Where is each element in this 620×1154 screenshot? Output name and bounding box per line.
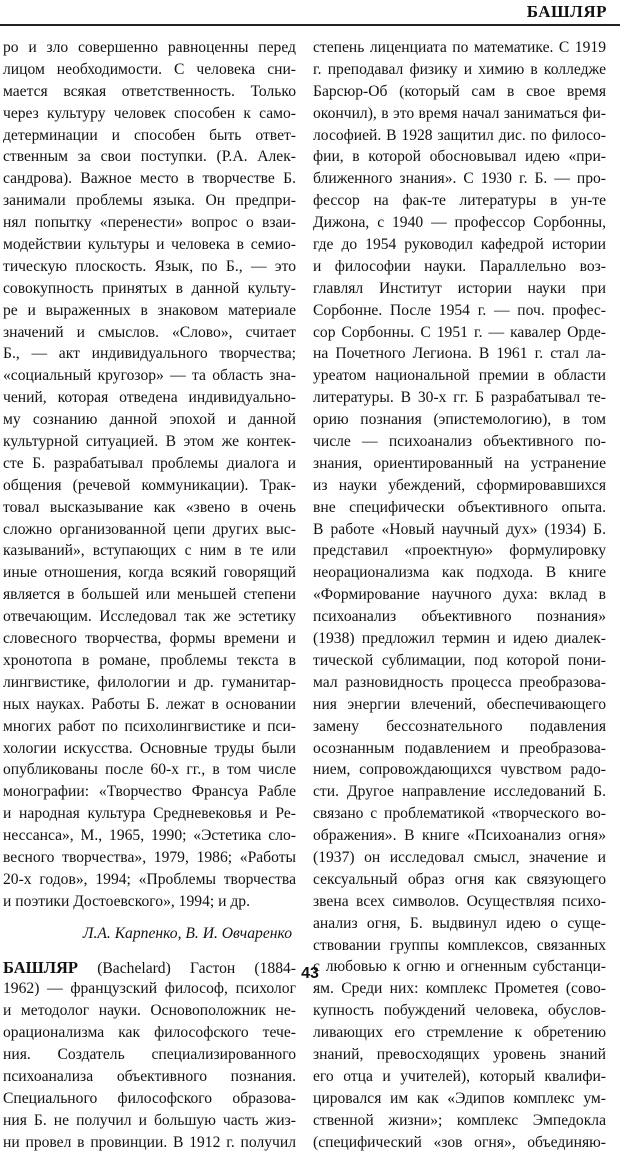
- text-line: сте Б. разрабатывал проблемы диалога и: [3, 454, 296, 472]
- text-line: мал разновидность процесса преобразова-: [313, 673, 606, 691]
- text-line: сложно организованной цепи других выс-: [3, 520, 296, 538]
- text-line: сандрова). Важное место в творчестве Б.: [3, 170, 296, 188]
- text-line: где до 1954 руководил кафедрой истории: [313, 236, 606, 254]
- text-line: Барсюр-Об (который сам в свое время: [313, 82, 606, 100]
- text-line: и методолог науки. Основоположник не-: [3, 1002, 296, 1020]
- text-line: товал высказывание как «звено в очень: [3, 498, 296, 516]
- text-line: 20-х годов», 1994; «Проблемы творчества: [3, 870, 296, 888]
- text-line: сексуальный образ огня как связующего: [313, 870, 606, 888]
- text-line: (специфический «зов огня», объединяю-: [313, 1133, 606, 1151]
- text-line: психоанализа объективного познания.: [3, 1067, 296, 1085]
- text-line: вне специфически объективного опыта.: [313, 498, 606, 516]
- text-line: иные отношения, когда всякий говорящий: [3, 564, 296, 582]
- text-line: монографии: «Творчество Франсуа Рабле: [3, 783, 296, 801]
- text-line: связано с проблематикой «творческого во-: [313, 805, 606, 823]
- text-line: литературы. В 30-х гг. Б разрабатывал те-: [313, 389, 606, 407]
- text-line: ро и зло совершенно равноценны перед: [3, 39, 296, 56]
- text-line: ственной жизни»; комплекс Эмпедокла: [313, 1111, 606, 1129]
- text-line: тическую плоскость. Язык, по Б., — это: [3, 257, 296, 275]
- left-column: [3, 37, 296, 1154]
- text-line: многих работ по психолингвистике и пси-: [3, 717, 296, 735]
- text-line: знаний, превосходящих уровень знаний: [313, 1045, 606, 1063]
- text-line: купность побуждений человека, обуслов-: [313, 1002, 606, 1020]
- text-line: ственным за свои поступки. (Р.А. Алек-: [3, 148, 296, 166]
- text-line: значений и смыслов. «Слово», считает: [3, 323, 296, 341]
- text-line: с любовью к огню и огненным субстанци-: [313, 958, 606, 976]
- text-line: хронотопа в романе, проблемы текста в: [3, 651, 296, 669]
- text-line: занимали проблемы языка. Он предпри-: [3, 192, 296, 210]
- text-line: В работе «Новый научный дух» (1934) Б.: [313, 520, 606, 538]
- text-line: сор Сорбонны. С 1951 г. — кавалер Орде-: [313, 323, 606, 341]
- entry-first-line-rest: (Bachelard) Гастон (1884-: [78, 959, 296, 977]
- text-line: мается всякая ответственность. Только: [3, 82, 296, 100]
- text-line: лицом необходимости. С человека сни-: [3, 60, 296, 78]
- text-line: весного творчества», 1979, 1986; «Работы: [3, 848, 296, 866]
- text-line: уреатом национальной премии в области: [313, 367, 606, 385]
- text-line: на Почетного Легиона. В 1961 г. стал ла-: [313, 345, 606, 363]
- text-line: цировался им как «Эдипов комплекс ум-: [313, 1089, 606, 1107]
- text-line: и народная культура Средневековья и Ре-: [3, 805, 296, 823]
- text-line: казываний», вступающих с ним в те или: [3, 542, 296, 560]
- text-line: «социальный кругозор» — та область зна-: [3, 367, 296, 385]
- text-line: Дижона, с 1940 — профессор Сорбонны,: [313, 214, 606, 232]
- text-line: и философии науки. Параллельно воз-: [313, 257, 606, 275]
- text-line: ближенного знания». С 1930 г. Б. — про-: [313, 170, 606, 188]
- text-line: главлял Институт истории науки при: [313, 279, 606, 297]
- right-column-text: [313, 37, 606, 1153]
- text-line: общения (речевой коммуникации). Трак-: [3, 476, 296, 494]
- text-line: лософией. В 1928 защитил дис. по филосо-: [313, 126, 606, 144]
- text-line: Специального философского образова-: [3, 1089, 296, 1107]
- text-line: через культуру человек способен к само-: [3, 104, 296, 122]
- text-line: совокупность принятых в данной культу-: [3, 279, 296, 297]
- text-line: ям. Среди них: комплекс Прометея (сово-: [313, 980, 606, 998]
- text-line: является в большей или меньшей степени: [3, 586, 296, 604]
- text-line: анализ огня, Б. выдвинул идею о суще-: [313, 914, 606, 932]
- text-line: фии, в которой обосновывал идею «при-: [313, 148, 606, 166]
- text-line: ния Б. не получил и большую часть жиз-: [3, 1111, 296, 1129]
- header-rule: [0, 24, 620, 26]
- text-line: му сознанию данной эпохой и данной: [3, 411, 296, 429]
- text-line: ображения». В книге «Психоанализ огня»: [313, 827, 606, 845]
- text-line: отвечающим. Исследовал так же эстетику: [3, 608, 296, 626]
- text-line: г. преподавал физику и химию в колледже: [313, 60, 606, 78]
- text-line: (1938) предложил термин и идею диалек-: [313, 630, 606, 648]
- text-line: числе — психоанализ объективного по-: [313, 433, 606, 451]
- text-line: осознанным подавлением и преобразова-: [313, 739, 606, 757]
- text-line: лингвистике, филологии и др. гуманитар-: [3, 673, 296, 691]
- text-line: неорационализма как подхода. В книге: [313, 564, 606, 582]
- text-line: знания, ориентированный на устранение: [313, 454, 606, 472]
- page-number: 43: [301, 965, 319, 982]
- text-line: степень лиценциата по математике. С 1919: [313, 39, 606, 56]
- text-line: словесного творчества, формы времени и: [3, 630, 296, 648]
- text-line: ствовании группы комплексов, связанных: [313, 936, 606, 954]
- text-line: из науки убеждений, сформировавшихся: [313, 476, 606, 494]
- text-line: (1937) он исследовал смысл, значение и: [313, 848, 606, 866]
- text-line: 1962) — французский философ, психолог: [3, 980, 296, 998]
- text-line: ных науках. Работы Б. лежат в основании: [3, 695, 296, 713]
- text-line: модействии культуры и человека в семио-: [3, 236, 296, 254]
- text-line: представил «проектную» формулировку: [313, 542, 606, 560]
- text-line: орию познания (эпистемологию), в том: [313, 411, 606, 429]
- text-line: нессанса», М., 1965, 1990; «Эстетика сло-: [3, 827, 296, 845]
- text-line: ре и выраженных в знаковом материале: [3, 301, 296, 319]
- text-line: Б., — акт индивидуального творчества;: [3, 345, 296, 363]
- entry-text: [3, 978, 296, 1153]
- text-line: Сорбонне. После 1954 г. — поч. профес-: [313, 301, 606, 319]
- text-line: «Формирование научного духа: вклад в: [313, 586, 606, 604]
- text-line: ния. Создатель специализированного: [3, 1046, 296, 1064]
- text-line: опубликованы после 60-х гг., в том числе: [3, 761, 296, 779]
- text-line: ливающих его стремление к обретению: [313, 1024, 606, 1042]
- text-line: ни провел в провинции. В 1912 г. получил: [3, 1133, 296, 1151]
- text-line: и поэтики Достоевского», 1994; и др.: [3, 892, 250, 910]
- text-line: нял попытку «перенести» вопрос о взаи-: [3, 214, 296, 232]
- text-line: ния энергии влечений, обеспечивающего: [313, 695, 606, 713]
- text-line: его отца и учителей), который квалифи-: [313, 1067, 606, 1085]
- text-line: хологии искусства. Основные труды были: [3, 739, 296, 757]
- running-head: БАШЛЯР: [526, 2, 607, 21]
- text-line: звена всех символов. Осуществляя психо-: [313, 892, 606, 910]
- previous-article-text: [3, 37, 296, 913]
- text-line: нием, сопровождающихся чувством радо-: [313, 761, 606, 779]
- text-line: психоанализ объективного познания»: [313, 608, 606, 626]
- author-signature: Л.А. Карпенко, В. И. Овчаренко: [82, 924, 292, 942]
- entry-headword: БАШЛЯР: [3, 957, 79, 977]
- text-line: замену бессознательного подавления: [313, 717, 606, 735]
- text-line: детерминации и способен быть ответ-: [3, 126, 296, 144]
- text-line: сти. Другое направление исследований Б.: [313, 783, 606, 801]
- text-line: орационализма как философского тече-: [3, 1024, 296, 1042]
- text-line: чений, которая отведена индивидуально-: [3, 389, 296, 407]
- text-line: тической сублимации, под которой пони-: [313, 651, 606, 669]
- text-line: окончил), в это время начал заниматься фи-: [313, 104, 606, 122]
- text-line: фессор на фак-те литературы в ун-те: [313, 192, 606, 210]
- text-line: культурной ситуацией. В этом же контек-: [3, 433, 296, 451]
- right-column: [313, 37, 606, 1153]
